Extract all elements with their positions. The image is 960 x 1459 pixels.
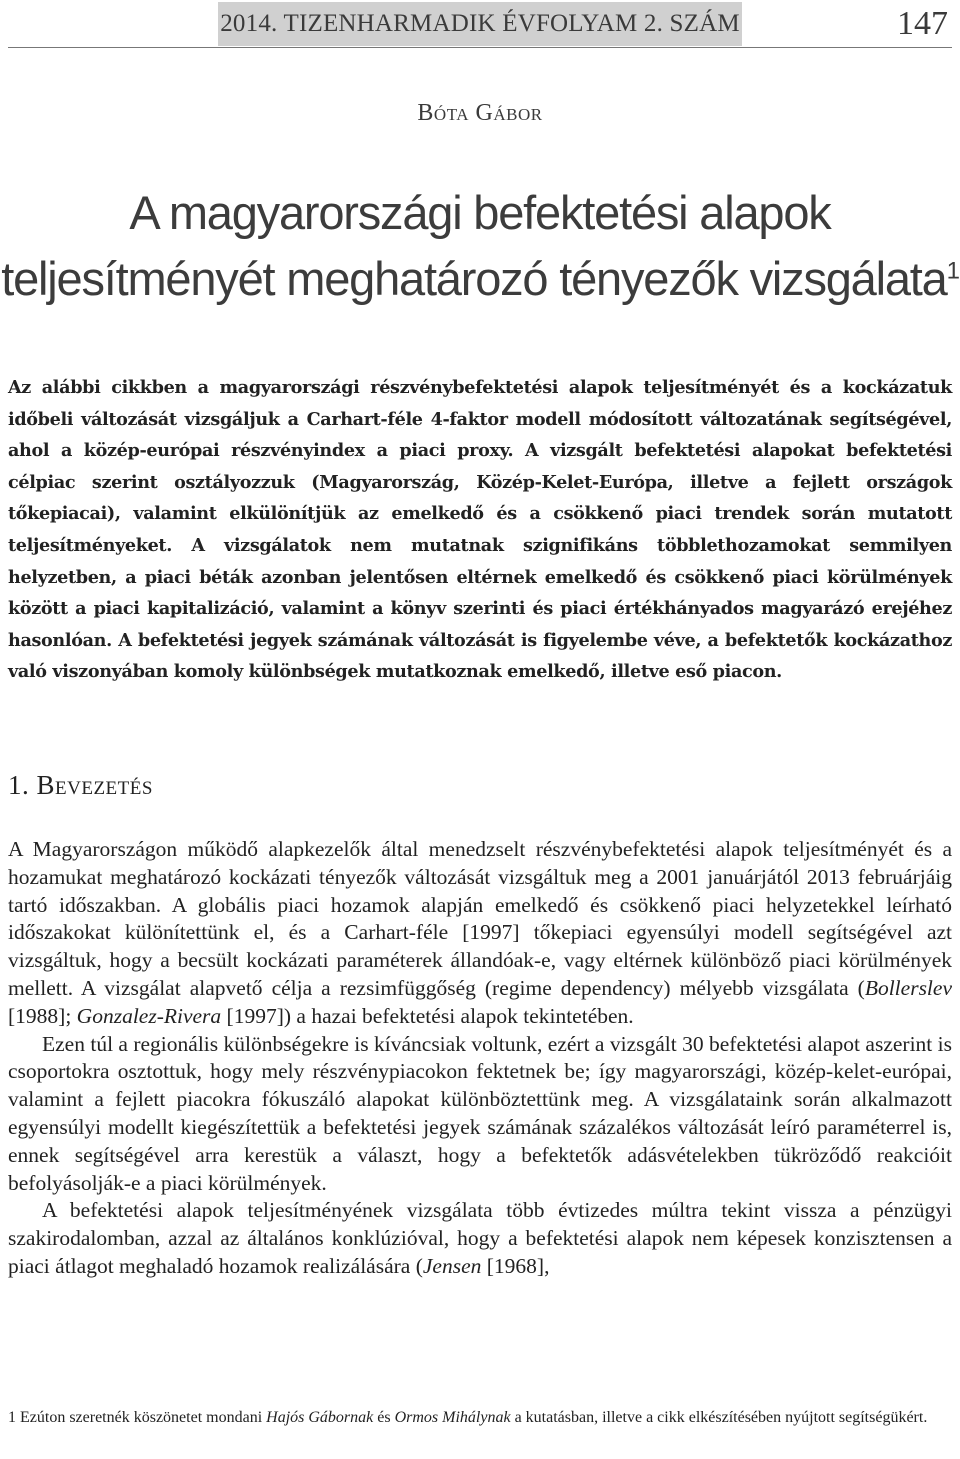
footnote-name-1: Hajós Gábornak bbox=[266, 1409, 374, 1426]
header-divider bbox=[8, 47, 952, 48]
title-line-2 bbox=[0, 246, 960, 312]
footnote-name-2: Ormos Mihálynak bbox=[394, 1409, 511, 1426]
author-name: Bóta Gábor bbox=[417, 100, 543, 126]
section-heading: 1. Bevezetés bbox=[8, 770, 153, 800]
footnote-text-a: 1 Ezúton szeretnék köszönetet mondani bbox=[8, 1409, 267, 1426]
journal-header: 2014. TIZENHARMADIK ÉVFOLYAM 2. SZÁM bbox=[218, 2, 742, 46]
paragraph-1 bbox=[8, 836, 952, 1031]
paragraph-1-text-b: [1988]; bbox=[8, 1003, 77, 1028]
citation-jensen: Jensen bbox=[422, 1253, 482, 1278]
footnote bbox=[8, 1406, 952, 1429]
footnote-text-b: és bbox=[373, 1409, 395, 1426]
citation-bollerslev: Bollerslev bbox=[864, 975, 952, 1000]
title-line-2-text: teljesítményét meghatározó tényezők vizsgálata bbox=[1, 252, 947, 305]
paragraph-1-text-c: [1997]) a hazai befektetési alapok tekintetében. bbox=[221, 1003, 634, 1028]
abstract: Az alábbi cikkben a magyarországi részvénybefektetési alapok teljesítményét és a kockázatuk időbeli változását vizsgáljuk a Carhart-féle 4-faktor modell módosított változatának segítségével, ahol a közép-európai részvényindex a piaci proxy. A vizsgált befektetési alapokat befektetési célpiac szerint osztályozzuk (Magyarország, Közép-Kelet-Európa, illetve a fejlett országok tőkepiacai), valamint elkülönítjük az emelkedő és a csökkenő piaci trendek során mutatott teljesítményeket. A vizsgálatok nem mutatnak szignifikáns többlethozamokat semmilyen helyzetben, a piaci béták azonban jelentősen eltérnek emelkedő és csökkenő piaci körülmények között a piaci kapitalizáció, valamint a könyv szerinti és piaci értékhányados magyarázó erejéhez hasonlóan. A befektetési jegyek számának változását is figyelembe véve, a befektetők kockázathoz való viszonyában komoly különbségek mutatkoznak emelkedő, illetve eső piacon. bbox=[8, 377, 952, 683]
paragraph-3-text-a: A befektetési alapok teljesítményének vizsgálata több évtizedes múltra tekint vissza a pénzügyi szakirodalomban, azzal az általános konklúzióval, hogy a befektetési alapok nem képesek konzisztensen a piaci átlagot meghaladó hozamok realizálására ( bbox=[8, 1198, 952, 1278]
footnote-text-c: a kutatásban, illetve a cikk elkészítésében nyújtott segítségükért. bbox=[510, 1409, 928, 1426]
title-line-1: A magyarországi befektetési alapok bbox=[129, 186, 831, 239]
title-footnote-marker: 1 bbox=[946, 257, 959, 285]
page-number: 147 bbox=[897, 5, 948, 42]
paragraph-1-text-a: A Magyarországon működő alapkezelők által menedzselt részvénybefektetési alapok teljesítményét és a hozamukat meghatározó kockázati tényezők változását vizsgáltuk meg a 2001 januárjától 2013 februárjáig tartó időszakban. A globális piaci hozamok alapján emelkedő és csökkenő piaci helyzetekkel leírható időszakokat különítettünk el, és a Carhart-féle [1997] tőkepiaci egyensúlyi modell segítségével azt vizsgáltuk, hogy a becsült kockázati paraméterek állandóak-e, vagy eltérnek különböző piaci körülmények mellett. A vizsgálat alapvető célja a rezsimfüggőség (regime dependency) mélyebb vizsgálata ( bbox=[8, 837, 952, 1000]
article-title bbox=[0, 180, 960, 312]
paragraph-2: Ezen túl a regionális különbségekre is kíváncsiak voltunk, ezért a vizsgált 30 befektetési alapot aszerint is csoportokra osztottuk, hogy mely részvénypiacokon fektetnek be; így magyarországi, közép-kelet-európai, valamint a fejlett piacokra fókuszáló alapokat különböztettünk meg. A vizsgálataink során alkalmazott egyensúlyi modellt kiegészítettük a befektetési jegyek számának százalékos változását leíró paraméterrel is, ennek segítségével arra kerestük a választ, hogy a befektetők adásvételekben tükröződő reakcióit befolyásolják-e a piaci körülmények. bbox=[8, 1031, 952, 1195]
citation-gonzalez-rivera: Gonzalez-Rivera bbox=[76, 1003, 222, 1028]
paragraph-3 bbox=[8, 1197, 952, 1280]
paragraph-3-text-b: [1968], bbox=[481, 1253, 550, 1278]
body-text bbox=[8, 836, 952, 1281]
